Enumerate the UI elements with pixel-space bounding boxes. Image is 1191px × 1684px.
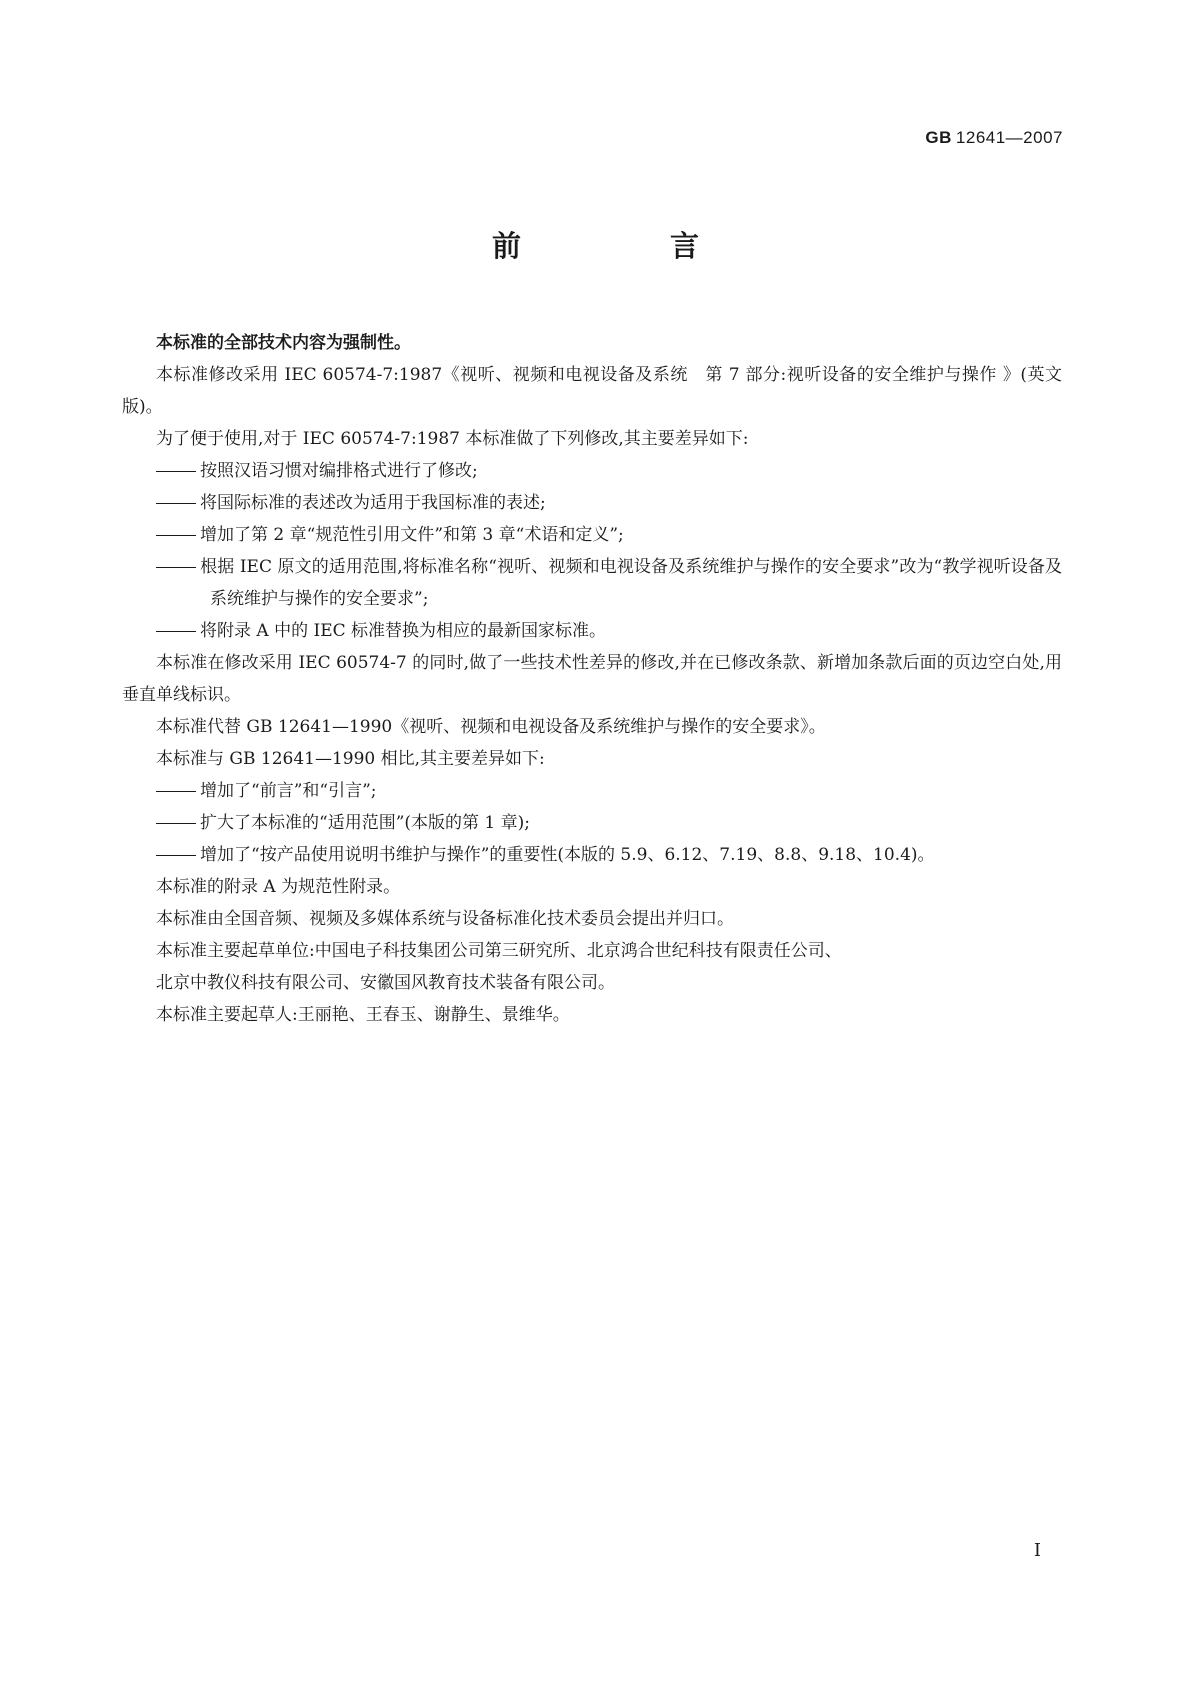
paragraph-modifications-intro: 为了便于使用,对于 IEC 60574-7:1987 本标准做了下列修改,其主要差异如下: (156, 429, 749, 449)
paragraph-proposer: 本标准由全国音频、视频及多媒体系统与设备标准化技术委员会提出并归口。 (156, 909, 734, 929)
dash-marker (156, 791, 196, 792)
list-item-text: 将国际标准的表述改为适用于我国标准的表述; (200, 493, 546, 513)
paragraph-drafting-units-cont: 北京中教仪科技有限公司、安徽国风教育技术装备有限公司。 (156, 973, 615, 993)
paragraph-comparison-intro: 本标准与 GB 12641—1990 相比,其主要差异如下: (156, 749, 545, 769)
foreword-body (122, 327, 1062, 1031)
dash-marker (156, 855, 196, 856)
list-item (122, 807, 1062, 839)
list-item (122, 519, 1062, 551)
dash-marker (156, 471, 196, 472)
list-item-text: 将附录 A 中的 IEC 标准替换为相应的最新国家标准。 (200, 621, 607, 641)
paragraph-drafting-units: 本标准主要起草单位:中国电子科技集团公司第三研究所、北京鸿合世纪科技有限责任公司、 (156, 941, 842, 961)
page-number: I (1033, 1540, 1041, 1561)
list-item (122, 775, 1062, 807)
page-title: 前 言 (491, 229, 759, 263)
dash-marker (156, 503, 196, 504)
standard-code-prefix: GB (925, 128, 952, 147)
list-item-text: 增加了第 2 章“规范性引用文件”和第 3 章“术语和定义”; (200, 525, 624, 545)
paragraph-technical-differences: 本标准在修改采用 IEC 60574-7 的同时,做了一些技术性差异的修改,并在已修改条款、新增加条款后面的页边空白处,用垂直单线标识。 (122, 653, 1062, 705)
list-item-text: 扩大了本标准的“适用范围”(本版的第 1 章); (200, 813, 530, 833)
paragraph-annex: 本标准的附录 A 为规范性附录。 (156, 877, 401, 897)
list-item (122, 551, 1062, 615)
list-item-text: 根据 IEC 原文的适用范围,将标准名称“视听、视频和电视设备及系统维护与操作的安全要求”改为“教学视听设备及系统维护与操作的安全要求”; (200, 557, 1062, 609)
list-item (122, 455, 1062, 487)
mandatory-statement: 本标准的全部技术内容为强制性。 (156, 333, 411, 353)
dash-marker (156, 567, 196, 568)
paragraph-replaces: 本标准代替 GB 12641—1990《视听、视频和电视设备及系统维护与操作的安全要求》。 (156, 717, 826, 737)
paragraph-drafters: 本标准主要起草人:王丽艳、王春玉、谢静生、景维华。 (156, 1005, 570, 1025)
standard-code-number: 12641—2007 (955, 128, 1063, 147)
dash-marker (156, 631, 196, 632)
dash-marker (156, 823, 196, 824)
list-item (122, 839, 1062, 871)
paragraph-adoption: 本标准修改采用 IEC 60574-7:1987《视听、视频和电视设备及系统 第 7 部分:视听设备的安全维护与操作 》(英文版)。 (122, 365, 1062, 417)
standard-code (925, 128, 1063, 148)
list-item (122, 487, 1062, 519)
list-item-text: 增加了“前言”和“引言”; (200, 781, 377, 801)
list-item-text: 增加了“按产品使用说明书维护与操作”的重要性(本版的 5.9、6.12、7.19、8.8、9.18、10.4)。 (200, 845, 935, 865)
dash-marker (156, 535, 196, 536)
list-item (122, 615, 1062, 647)
list-item-text: 按照汉语习惯对编排格式进行了修改; (200, 461, 478, 481)
